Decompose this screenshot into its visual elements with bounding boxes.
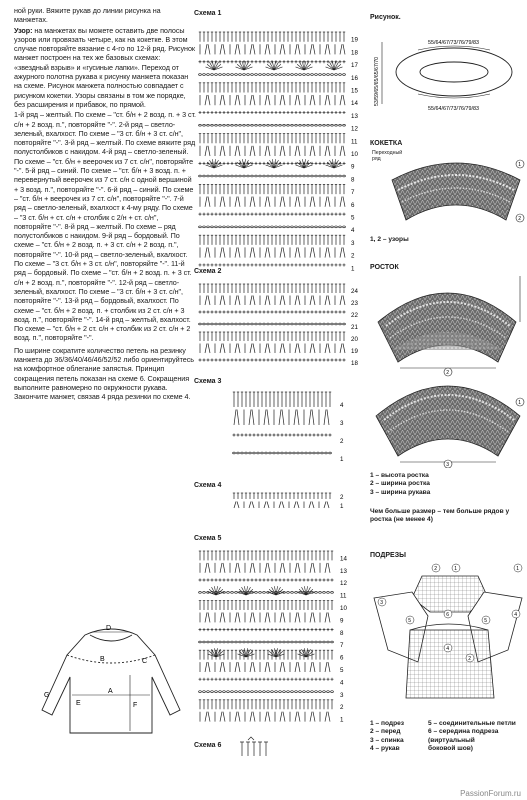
row-instruction: 11-й ряд – бордовый. По схеме – "ст. б/н + 2 возд. п. + 3 ст. с/н + 2 возд. п.", повторяйте "-". xyxy=(14,259,192,287)
scheme5-label: Схема 5 xyxy=(194,535,222,542)
row-number: 12 xyxy=(351,125,358,133)
koketka-note: Переходный ряд xyxy=(372,150,403,162)
koketka-title: КОКЕТКА xyxy=(370,140,403,147)
label-a: A xyxy=(108,688,113,695)
row-number: 9 xyxy=(351,163,355,171)
koketka-diagram xyxy=(370,150,527,230)
pattern-paragraph xyxy=(14,26,196,110)
row-instruction: 4-й ряд – светло-зеленый. По схеме – "ст. б/н + веерочек из 7 ст. с/н", повторяйте "-". xyxy=(14,147,194,176)
row-number: 1 xyxy=(340,456,344,463)
pattern-heading: Узор: xyxy=(14,25,33,35)
koketka-mark-2: 2 xyxy=(518,216,522,222)
instructions-text xyxy=(14,6,196,402)
podrezy-mark: 4 xyxy=(446,646,450,652)
row-instruction: 2-й ряд – светло-зеленый, вхалхост. По схеме – "3 ст. б/н + 3 ст. с/н", повторяйте "-". xyxy=(14,119,184,148)
rostok-note: Чем больше размер – тем больше рядов у ростка (не менее 4) xyxy=(370,508,510,524)
row-instruction: 9-й ряд – бордовый. По схеме – "ст. б/н + 2 возд. п. + 3 ст. с/н + 2 возд. п.", повторяйте "-". xyxy=(14,231,180,259)
podrezy-legend-item: 6 – середина подреза xyxy=(428,728,499,736)
rostok-legend-item: 3 – ширина рукава xyxy=(370,488,431,496)
row-number: 2 xyxy=(340,494,344,501)
label-f: F xyxy=(133,702,138,709)
label-c: C xyxy=(142,658,148,665)
row-number: 13 xyxy=(340,567,347,575)
row-number: 18 xyxy=(351,49,358,57)
podrezy-legend-item: 1 – подрез xyxy=(370,720,405,727)
scheme2-chart xyxy=(194,278,364,378)
row-number: 8 xyxy=(340,629,344,637)
row-number: 2 xyxy=(340,704,344,712)
ellipse-side-label: 53/59/65/65/65/67/70 xyxy=(374,56,380,106)
scheme4-label: Схема 4 xyxy=(194,482,222,489)
row-number: 7 xyxy=(351,189,355,197)
koketka-mark-1: 1 xyxy=(518,162,522,168)
row-instruction: 8-й ряд – желтый. По схеме – ряд полустолбиков с накидом. xyxy=(14,221,176,241)
sweater-schematic xyxy=(30,615,192,735)
rostok-legend-item: 1 – высота ростка xyxy=(370,472,429,479)
rostok-mark-1: 1 xyxy=(518,400,522,406)
podrezy-mark: 2 xyxy=(434,566,438,572)
rostok-title: РОСТОК xyxy=(370,264,399,271)
row-number: 11 xyxy=(340,592,347,600)
row-number: 3 xyxy=(340,691,344,699)
row-instruction: 12-й ряд – светло-зеленый, вхалхост. По схеме – "3 ст. б/н + 3 ст. с/н", повторяйте "-". xyxy=(14,277,184,306)
podrezy-legend-item: боковой шов) xyxy=(428,745,473,753)
intro-paragraph: ной руки. Вяжите рукав до линии рисунка на манжетах. xyxy=(14,6,161,25)
row-number: 4 xyxy=(340,679,344,687)
row-number: 10 xyxy=(340,605,347,612)
rostok-mark-3: 3 xyxy=(446,462,450,468)
rows-paragraph xyxy=(14,110,196,342)
row-instruction: 6-й ряд – синий. По схеме – "ст. б/н + веерочек из 7 ст. с/н", повторяйте "-". xyxy=(14,184,194,203)
row-instruction: 14-й ряд – желтый, вхалхост. По схеме – "ст. б/н + 2 ст. с/н + столбик из 2 ст. с/н + 2 возд. п.", повторяйте "-". xyxy=(14,314,191,343)
row-number: 1 xyxy=(340,716,344,724)
row-number: 11 xyxy=(351,138,358,146)
scheme2-label: Схема 2 xyxy=(194,268,222,275)
scheme4-chart xyxy=(194,488,364,518)
row-number: 6 xyxy=(351,201,355,209)
pattern-body: на манжетах вы можете оставить две полосы узоров или провязать четыре, как на кокетке. В этом случае повторяйте вязание с 4-го по 12-й ряд. Рисунок манжет построен на тех же базовых схемах: «звездный взрыв» и «гусиные лапки». Переход от ажурного полотна рукава к рисунку манжета показан на схеме. Рисунок манжета полностью совпадает с рисунком кокетки. Узоры связаны в том же порядке, без расширения и прибавок, по прямой. xyxy=(14,25,195,109)
podrezy-legend-right xyxy=(428,720,527,754)
podrezy-legend-item: 4 – рукав xyxy=(370,745,400,753)
row-number: 2 xyxy=(340,438,344,445)
rostok-legend xyxy=(370,472,430,497)
ellipse-diagram xyxy=(370,28,520,116)
row-number: 22 xyxy=(351,312,358,319)
rostok-mark-2: 2 xyxy=(446,370,450,376)
label-d: D xyxy=(106,625,112,632)
row-number: 4 xyxy=(340,402,344,409)
row-number: 3 xyxy=(340,420,344,427)
podrezy-legend-item: 5 – соединительные петли xyxy=(428,720,516,727)
row-number: 7 xyxy=(340,642,344,650)
row-number: 4 xyxy=(351,227,355,235)
row-number: 1 xyxy=(351,265,355,273)
koketka-caption: 1, 2 – узоры xyxy=(370,236,409,243)
row-number: 16 xyxy=(351,74,358,82)
row-number: 19 xyxy=(351,348,358,355)
label-b: B xyxy=(100,656,105,663)
scheme3-chart xyxy=(194,384,364,476)
podrezy-legend-item: 2 – перед xyxy=(370,728,401,736)
risunok-title: Рисунок. xyxy=(370,14,401,21)
row-instruction: 7-й ряд – светло-зеленый, вхалхост к 4-му ряду. По схеме – "3 ст. б/н + ст. с/н + столбик с 2/н + ст. с/н", повторяйте "-". xyxy=(14,193,193,231)
podrezy-mark: 3 xyxy=(380,600,384,606)
podrezy-mark: 4 xyxy=(514,612,518,618)
podrezy-title: ПОДРЕЗЫ xyxy=(370,552,406,559)
row-number: 13 xyxy=(351,112,358,120)
row-instruction: 13-й ряд – бордовый, вхалхост. По схеме – "ст. б/н + 2 возд. п. + столбик из 2 ст. с/н + 3 возд. п.", повторяйте "-". xyxy=(14,296,185,324)
scheme1-chart xyxy=(194,28,364,290)
row-number: 5 xyxy=(351,214,355,222)
podrezy-mark: 6 xyxy=(446,612,450,618)
row-instruction: 3-й ряд – желтый. По схеме вяжите ряд полустолбиков с накидом. xyxy=(14,138,196,157)
scheme5-chart xyxy=(194,547,364,729)
podrezy-legend-item: (виртуальный xyxy=(428,736,475,744)
row-number: 17 xyxy=(351,62,358,70)
row-number: 20 xyxy=(351,336,358,343)
row-number: 24 xyxy=(351,288,358,295)
ellipse-bottom-label: 55/64/67/73/76/79/83 xyxy=(428,106,479,112)
row-number: 10 xyxy=(351,151,358,158)
scheme3-label: Схема 3 xyxy=(194,378,222,385)
podrezy-diagram xyxy=(370,558,527,708)
rostok-legend-item: 2 – ширина ростка xyxy=(370,480,430,488)
row-number: 12 xyxy=(340,580,347,588)
row-number: 15 xyxy=(351,87,358,95)
row-number: 14 xyxy=(340,555,347,563)
row-number: 1 xyxy=(340,503,344,510)
row-instruction: 10-й ряд – светло-зеленый, вхалхост. По схеме – "3 ст. б/н + 3 ст. с/н", повторяйте "-". xyxy=(14,249,188,269)
scheme6-chart xyxy=(236,736,276,758)
label-g: G xyxy=(44,692,50,699)
podrezy-legend-item: 3 – спинка xyxy=(370,736,404,744)
row-number: 23 xyxy=(351,300,358,307)
row-number: 14 xyxy=(351,100,358,108)
row-number: 8 xyxy=(351,176,355,184)
scheme6-label: Схема 6 xyxy=(194,742,222,749)
row-number: 6 xyxy=(340,654,344,662)
podrezy-mark: 1 xyxy=(516,566,520,572)
watermark: PassionForum.ru xyxy=(460,789,521,798)
podrezy-legend-left xyxy=(370,720,404,754)
row-number: 5 xyxy=(340,667,344,674)
label-e: E xyxy=(76,700,81,707)
podrezy-mark: 2 xyxy=(468,656,472,662)
cuff-paragraph: По ширине сократите количество петель на резинку манжета до 36/36/40/46/46/52/52 либо ориентируйтесь на комфортное облегание запястья. Принцип сокращения петель показан на схеме 6. Сокращения выполните равномерно по окружности рукава. Закончите манжет, связав 4 ряда резинки по схеме 4. xyxy=(14,345,194,402)
rostok-diagram xyxy=(370,270,527,468)
scheme1-label: Схема 1 xyxy=(194,10,222,17)
row-number: 9 xyxy=(340,617,344,625)
row-number: 21 xyxy=(351,324,358,331)
podrezy-mark: 1 xyxy=(454,566,458,572)
row-number: 3 xyxy=(351,239,355,247)
row-instruction: 1-й ряд – желтый. По схеме – "ст. б/н + 2 возд. п. + 3 ст. с/н + 2 возд. п.", повторяйте "-". xyxy=(14,110,196,129)
row-number: 18 xyxy=(351,360,358,367)
podrezy-mark: 5 xyxy=(484,618,488,624)
row-number: 2 xyxy=(351,252,355,260)
podrezy-mark: 5 xyxy=(408,618,412,624)
row-number: 19 xyxy=(351,36,358,44)
ellipse-top-label: 55/64/67/73/76/79/83 xyxy=(428,40,479,46)
row-instruction: 5-й ряд – синий. По схеме – "ст. б/н + 3 возд. п. + перевернутый веерочек из 7 ст. с/н с одной вершиной + 3 возд. п.", повторяйте "-". xyxy=(14,166,192,194)
